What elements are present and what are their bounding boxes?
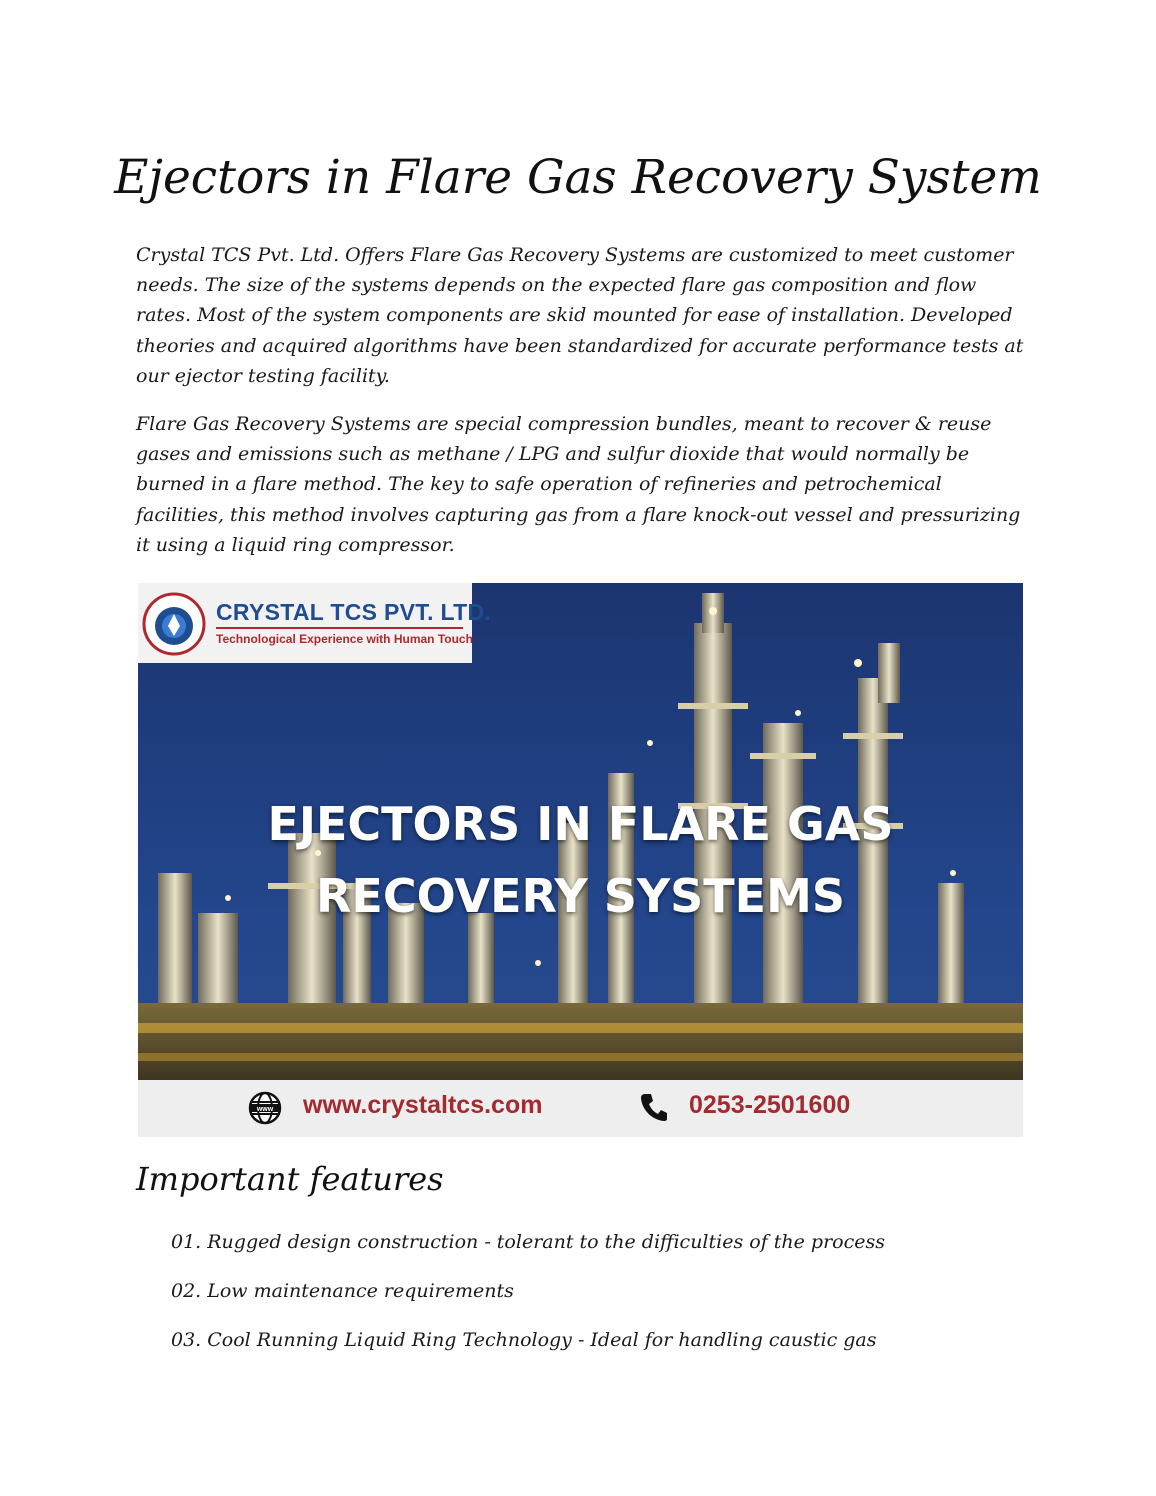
phone-number[interactable]: 0253-2501600 bbox=[689, 1091, 851, 1119]
banner-headline bbox=[138, 788, 1023, 932]
feature-item: 02. Low maintenance requirements bbox=[171, 1280, 514, 1302]
phone-icon bbox=[640, 1092, 668, 1122]
feature-item: 03. Cool Running Liquid Ring Technology - Ideal for handling caustic gas bbox=[171, 1329, 877, 1351]
logo-divider bbox=[216, 627, 463, 629]
headline-line-1: EJECTORS IN FLARE GAS bbox=[267, 797, 894, 851]
svg-text:www: www bbox=[256, 1106, 274, 1113]
company-tagline: Technological Experience with Human Touch bbox=[216, 632, 473, 646]
headline-line-2: RECOVERY SYSTEMS bbox=[316, 869, 845, 923]
feature-item: 01. Rugged design construction - tolerant to the difficulties of the process bbox=[171, 1231, 885, 1253]
website-link[interactable]: www.crystaltcs.com bbox=[303, 1091, 543, 1119]
crystal-seal-icon bbox=[142, 592, 206, 656]
banner-image bbox=[138, 583, 1023, 1137]
contact-bar bbox=[138, 1080, 1023, 1137]
intro-paragraph: Crystal TCS Pvt. Ltd. Offers Flare Gas Recovery Systems are customized to meet customer needs. The size of the systems depends on the expected flare gas composition and flow rates. Most of the system components are skid mounted for ease of installation. Developed theories and acquired algorithms have been standardized for accurate performance tests at our ejector testing facility. bbox=[136, 244, 1024, 387]
page-title: Ejectors in Flare Gas Recovery System bbox=[114, 150, 1042, 205]
globe-icon bbox=[248, 1091, 282, 1125]
company-name: CRYSTAL TCS PVT. LTD. bbox=[216, 599, 492, 625]
description-paragraph: Flare Gas Recovery Systems are special compression bundles, meant to recover & reuse gases and emissions such as methane / LPG and sulfur dioxide that would normally be burned in a flare method. The key to safe operation of refineries and petrochemical facilities, this method involves capturing gas from a flare knock-out vessel and pressurizing it using a liquid ring compressor. bbox=[136, 413, 1021, 556]
features-heading: Important features bbox=[136, 1160, 444, 1198]
company-logo bbox=[138, 583, 492, 663]
